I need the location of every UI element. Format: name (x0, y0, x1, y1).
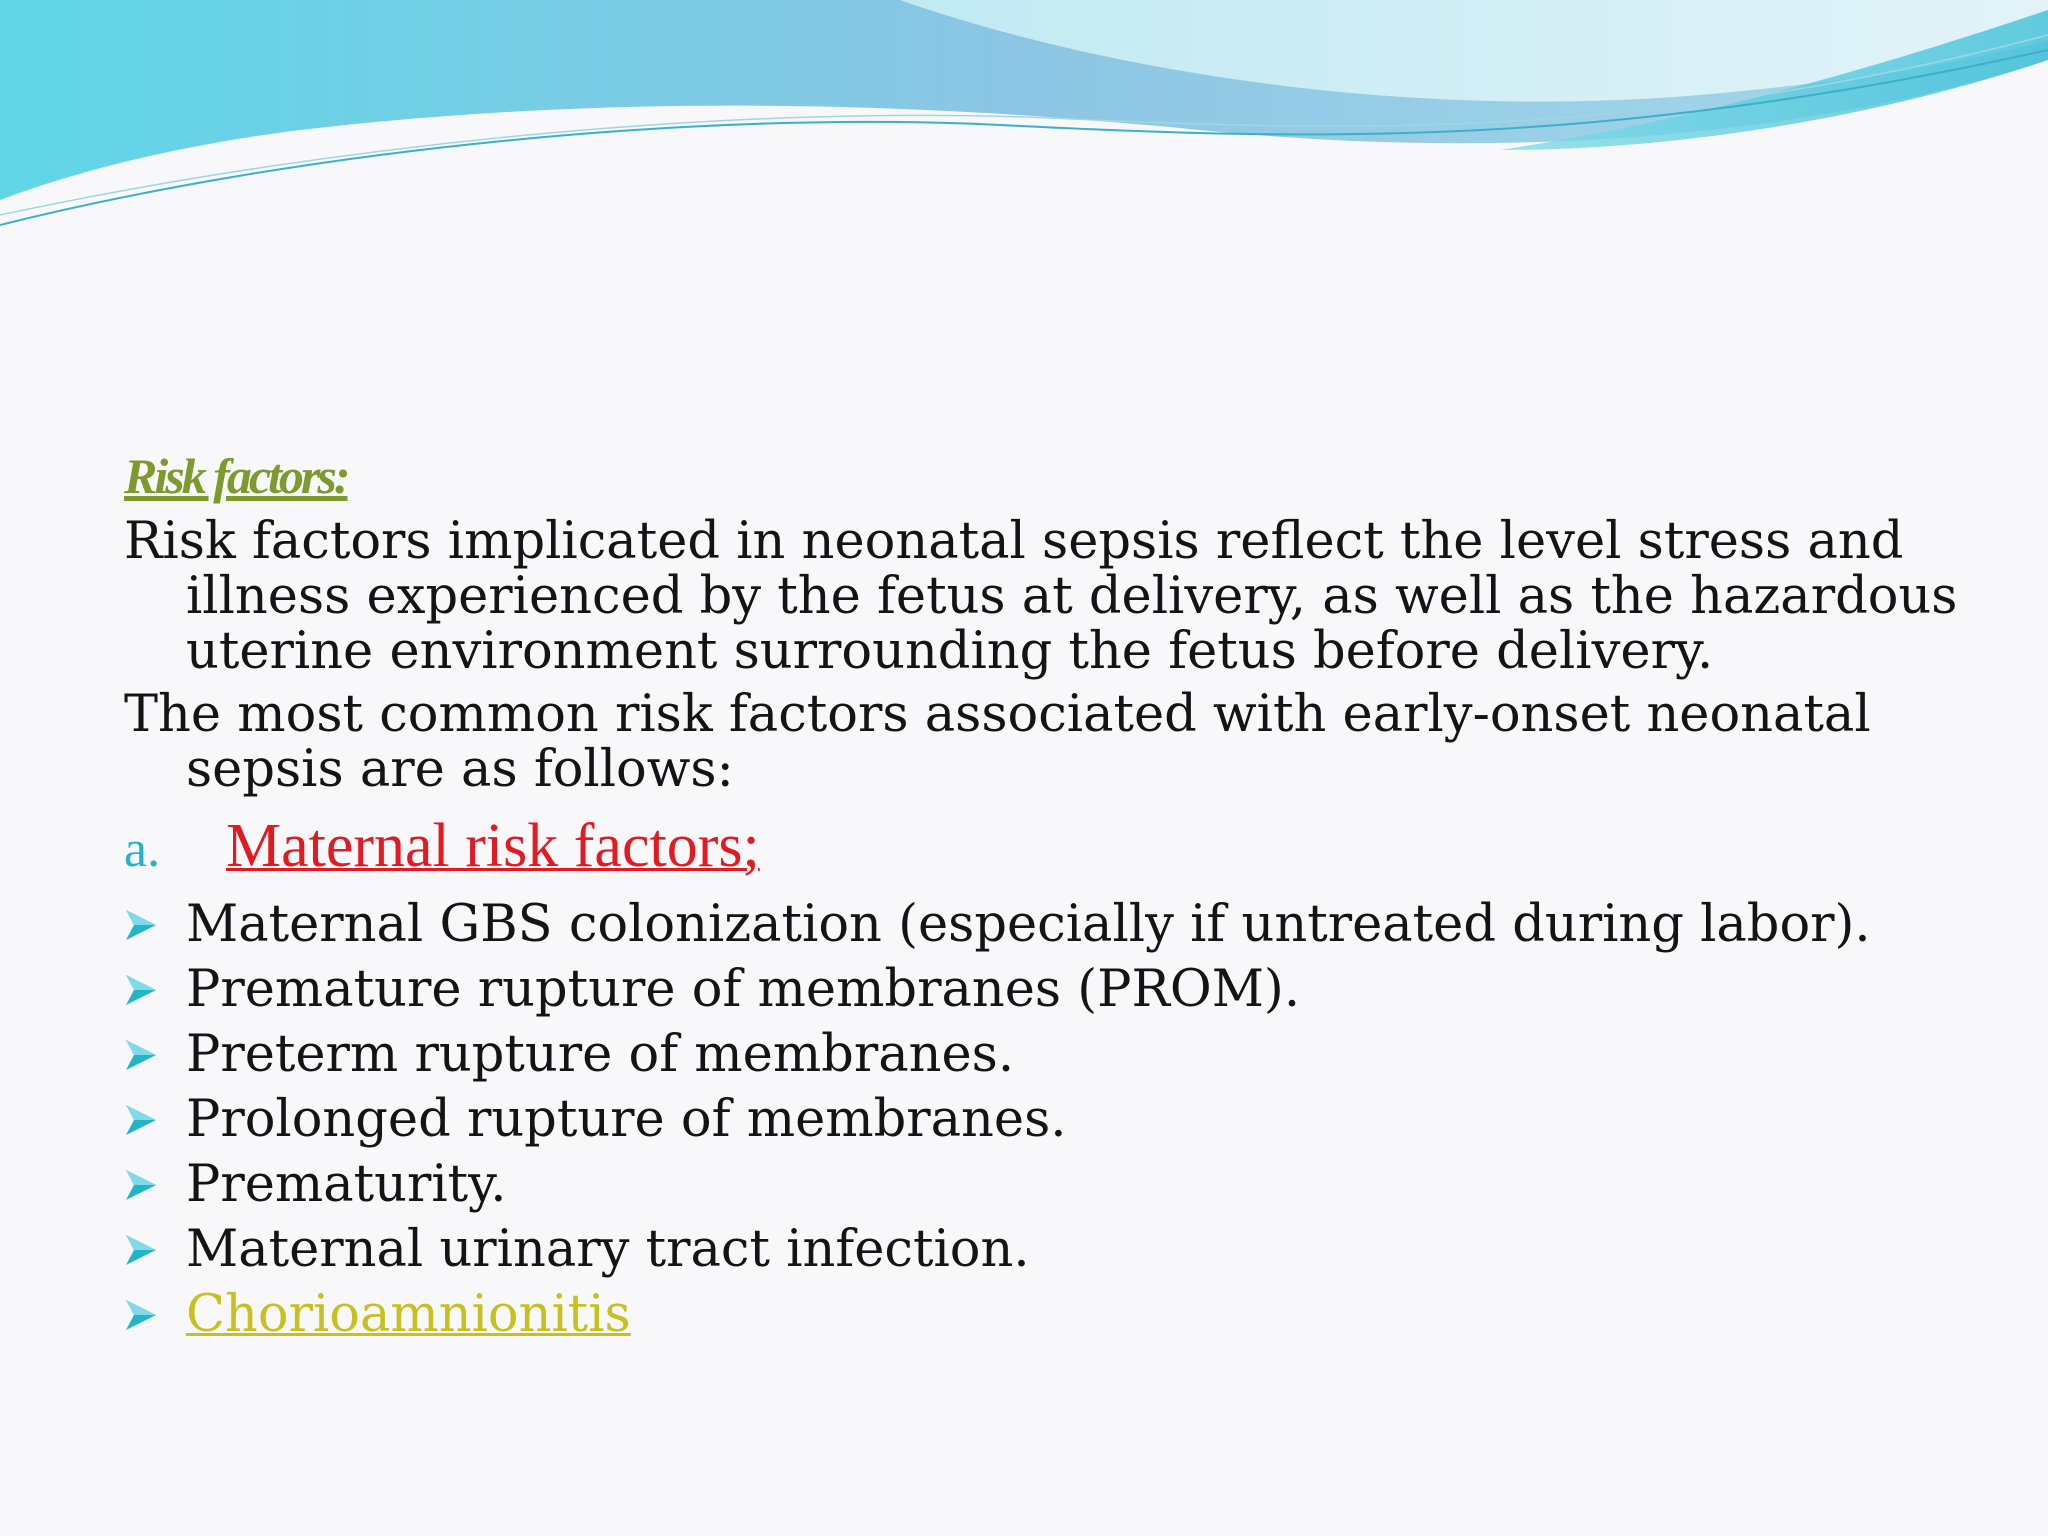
list-item-text: Maternal GBS colonization (especially if untreated during labor). (186, 895, 1871, 954)
chorioamnionitis-link[interactable]: Chorioamnionitis (186, 1285, 631, 1344)
slide-content (124, 442, 2004, 1347)
arrow-bullet-icon (124, 1152, 186, 1217)
arrow-bullet-icon (124, 892, 186, 957)
section-title: Maternal risk factors; (226, 812, 760, 880)
list-item-text: Prolonged rupture of membranes. (186, 1090, 1067, 1149)
list-item (124, 1087, 2004, 1152)
slide-heading: Risk factors: (124, 448, 348, 504)
list-item (124, 1282, 2004, 1347)
risk-factor-list (124, 892, 2004, 1347)
arrow-bullet-icon (124, 1022, 186, 1087)
list-item-text: Premature rupture of membranes (PROM). (186, 960, 1301, 1019)
arrow-bullet-icon (124, 1217, 186, 1282)
list-item (124, 1022, 2004, 1087)
intro-paragraph: Risk factors implicated in neonatal sepsis reflect the level stress and illness experienced by the fetus at delivery, as well as the hazardous uterine environment surrounding the fetus before delivery. (124, 512, 1958, 681)
list-item (124, 892, 2004, 957)
section-heading (124, 811, 2004, 882)
list-item-text: Preterm rupture of membranes. (186, 1025, 1015, 1084)
list-item (124, 1217, 2004, 1282)
section-letter: a. (124, 821, 161, 878)
arrow-bullet-icon (124, 1282, 186, 1347)
list-item (124, 1152, 2004, 1217)
arrow-bullet-icon (124, 957, 186, 1022)
common-risk-paragraph: The most common risk factors associated with early-onset neonatal sepsis are as follows: (124, 685, 1871, 799)
list-item-text: Prematurity. (186, 1155, 507, 1214)
list-item-text: Maternal urinary tract infection. (186, 1220, 1030, 1279)
arrow-bullet-icon (124, 1087, 186, 1152)
list-item (124, 957, 2004, 1022)
header-wave-decoration (0, 0, 2048, 260)
